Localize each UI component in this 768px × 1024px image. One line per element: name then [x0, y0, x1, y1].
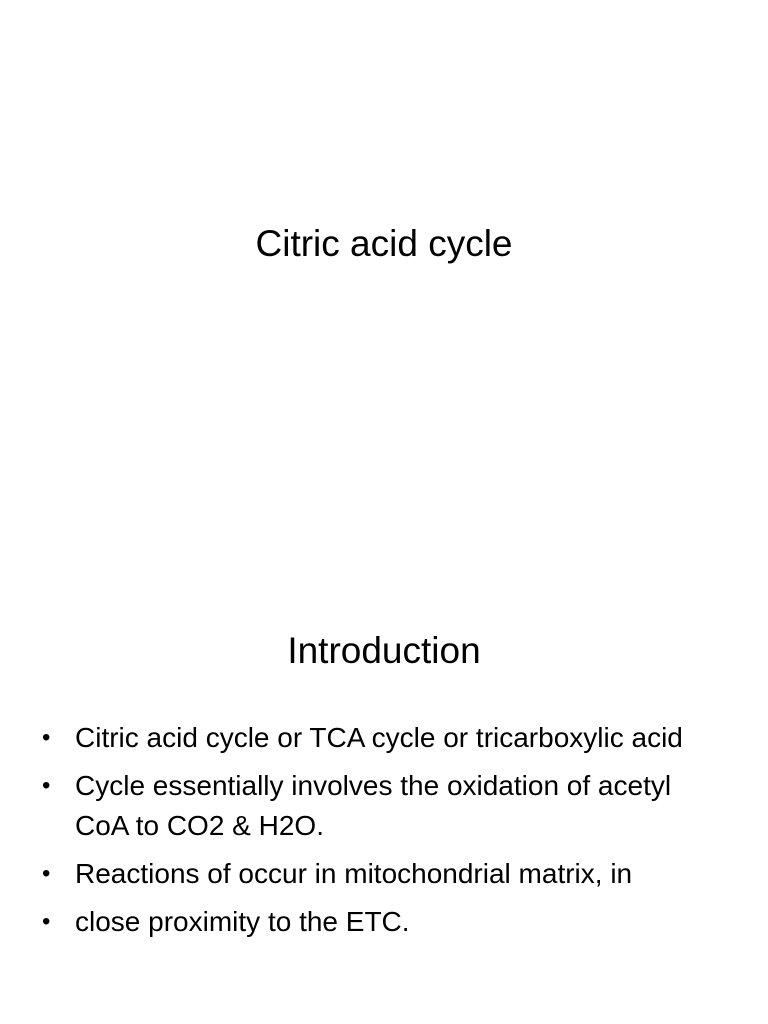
bullet-item	[40, 718, 730, 758]
bullet-list	[40, 718, 730, 950]
slide-title: Citric acid cycle	[255, 223, 513, 264]
bullet-dot-icon: •	[42, 772, 51, 799]
bullet-item	[40, 766, 730, 846]
bullet-text: Cycle essentially involves the oxidation of acetyl CoA to CO2 & H2O.	[75, 770, 672, 841]
bullet-text: close proximity to the ETC.	[75, 906, 410, 937]
slide-introduction	[0, 512, 768, 1024]
slide-title: Introduction	[287, 630, 481, 671]
bullet-dot-icon: •	[42, 860, 51, 887]
bullet-text: Reactions of occur in mitochondrial matrix, in	[75, 858, 633, 889]
bullet-text: Citric acid cycle or TCA cycle or tricarboxylic acid	[75, 722, 683, 753]
bullet-item	[40, 902, 730, 942]
bullet-dot-icon: •	[42, 908, 51, 935]
bullet-dot-icon: •	[42, 724, 51, 751]
bullet-item	[40, 854, 730, 894]
